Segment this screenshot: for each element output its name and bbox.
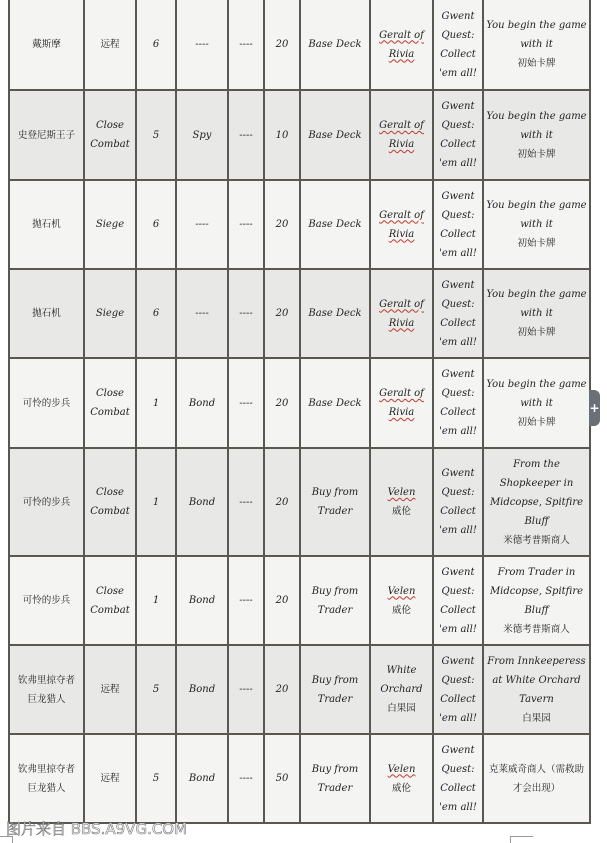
table-row bbox=[9, 556, 590, 645]
cell-source bbox=[300, 0, 370, 90]
cell-strength bbox=[136, 90, 176, 180]
strength-text: 1 bbox=[152, 397, 160, 409]
source-text: Buy from Trader bbox=[311, 763, 359, 794]
cell-region bbox=[370, 269, 433, 358]
cell-strength bbox=[136, 734, 176, 823]
extra-text: ---- bbox=[239, 496, 253, 508]
cell-quest bbox=[433, 645, 483, 734]
cell-location bbox=[483, 269, 590, 358]
cell-ability bbox=[176, 180, 228, 269]
card-name-text: 史登尼斯王子 bbox=[17, 129, 75, 141]
table-row bbox=[9, 180, 590, 269]
cell-row-type bbox=[84, 556, 136, 645]
extra-text: ---- bbox=[239, 39, 253, 50]
cell-location bbox=[483, 180, 590, 269]
region-text: Velen bbox=[387, 763, 416, 775]
expand-plus-button[interactable] bbox=[589, 390, 600, 426]
cell-strength bbox=[136, 556, 176, 645]
cell-row-type bbox=[84, 358, 136, 448]
cell-quest bbox=[433, 358, 483, 448]
cell-location bbox=[483, 448, 590, 556]
cell-location bbox=[483, 358, 590, 448]
source-text: Buy from Trader bbox=[311, 674, 359, 705]
cell-count bbox=[264, 90, 300, 180]
cell-location bbox=[483, 734, 590, 823]
row-type-text: Close Combat bbox=[90, 585, 130, 616]
strength-text: 6 bbox=[152, 39, 160, 50]
card-name-text: 钦弗里掠夺者 巨龙猎人 bbox=[17, 763, 75, 794]
location-text: You begin the game with it bbox=[486, 20, 587, 50]
cell-count bbox=[264, 734, 300, 823]
cell-card-name bbox=[9, 0, 84, 90]
row-type-text: Close Combat bbox=[90, 120, 130, 150]
source-text: Buy from Trader bbox=[311, 585, 359, 616]
cell-extra bbox=[228, 734, 264, 823]
cell-location bbox=[483, 645, 590, 734]
count-text: 20 bbox=[275, 397, 289, 409]
strength-text: 6 bbox=[152, 308, 160, 319]
count-text: 20 bbox=[275, 39, 289, 50]
table-row bbox=[9, 448, 590, 556]
count-text: 20 bbox=[275, 219, 289, 230]
location-text: You begin the game with it bbox=[486, 200, 587, 230]
row-type-text: Close Combat bbox=[90, 388, 130, 418]
cell-card-name bbox=[9, 180, 84, 269]
count-text: 20 bbox=[275, 308, 289, 319]
cell-location bbox=[483, 90, 590, 180]
cell-quest bbox=[433, 90, 483, 180]
location-text: From the Shopkeeper in Midcopse, Spitfire Bluff bbox=[489, 458, 584, 527]
quest-text: Gwent Quest: Collect 'em all! bbox=[439, 369, 477, 437]
source-text: Base Deck bbox=[308, 129, 362, 141]
region-text: Velen bbox=[387, 487, 416, 498]
cell-ability bbox=[176, 556, 228, 645]
cell-extra bbox=[228, 448, 264, 556]
row-type-text: Siege bbox=[95, 308, 125, 319]
plus-icon: + bbox=[589, 401, 600, 415]
cell-region bbox=[370, 734, 433, 823]
cell-quest bbox=[433, 448, 483, 556]
card-name-text: 抛石机 bbox=[32, 219, 61, 230]
region-cn-text: 威伦 bbox=[391, 506, 411, 517]
cell-location bbox=[483, 556, 590, 645]
cell-card-name bbox=[9, 90, 84, 180]
location-cn-text: 初始卡牌 bbox=[517, 58, 556, 69]
cell-source bbox=[300, 269, 370, 358]
card-name-text: 钦弗里掠夺者 巨龙猎人 bbox=[17, 674, 75, 705]
cell-region bbox=[370, 358, 433, 448]
location-cn-text: 初始卡牌 bbox=[517, 238, 556, 249]
cell-row-type bbox=[84, 180, 136, 269]
region-text: Velen bbox=[387, 585, 416, 597]
region-cn-text: 白果园 bbox=[387, 703, 416, 714]
location-text: From Innkeeperess at White Orchard Tavern bbox=[487, 655, 586, 705]
ability-text: Bond bbox=[188, 684, 216, 695]
cell-card-name bbox=[9, 645, 84, 734]
cell-extra bbox=[228, 0, 264, 90]
cell-quest bbox=[433, 734, 483, 823]
region-text: Geralt of Rivia bbox=[379, 298, 424, 329]
cell-count bbox=[264, 645, 300, 734]
cell-source bbox=[300, 180, 370, 269]
source-text: Base Deck bbox=[308, 397, 362, 409]
source-text: Buy from Trader bbox=[311, 487, 359, 517]
cell-count bbox=[264, 448, 300, 556]
ability-text: Bond bbox=[188, 496, 216, 508]
cell-region bbox=[370, 556, 433, 645]
location-cn-text: 初始卡牌 bbox=[517, 148, 556, 160]
source-text: Base Deck bbox=[308, 39, 362, 50]
location-cn-text: 白果园 bbox=[522, 712, 551, 724]
quest-text: Gwent Quest: Collect 'em all! bbox=[439, 190, 477, 259]
cell-extra bbox=[228, 556, 264, 645]
cell-card-name bbox=[9, 448, 84, 556]
extra-text: ---- bbox=[239, 129, 253, 141]
cell-count bbox=[264, 0, 300, 90]
region-cn-text: 威伦 bbox=[391, 604, 411, 616]
cell-ability bbox=[176, 90, 228, 180]
cell-extra bbox=[228, 645, 264, 734]
cell-row-type bbox=[84, 645, 136, 734]
source-text: Base Deck bbox=[308, 308, 362, 319]
cell-strength bbox=[136, 645, 176, 734]
row-type-text: Close Combat bbox=[90, 487, 130, 517]
count-text: 20 bbox=[275, 496, 289, 508]
cell-strength bbox=[136, 269, 176, 358]
location-text: You begin the game with it bbox=[486, 110, 587, 141]
card-name-text: 戴斯摩 bbox=[32, 39, 61, 50]
cell-region bbox=[370, 645, 433, 734]
gwent-card-table bbox=[8, 0, 591, 824]
strength-text: 1 bbox=[152, 496, 160, 508]
extra-text: ---- bbox=[239, 684, 253, 695]
region-text: Geralt of Rivia bbox=[379, 388, 424, 418]
cell-ability bbox=[176, 0, 228, 90]
cell-row-type bbox=[84, 734, 136, 823]
quest-text: Gwent Quest: Collect 'em all! bbox=[439, 279, 477, 348]
cell-ability bbox=[176, 358, 228, 448]
source-text: Base Deck bbox=[308, 219, 362, 230]
cell-ability bbox=[176, 269, 228, 358]
extra-text: ---- bbox=[239, 595, 253, 606]
cell-row-type bbox=[84, 448, 136, 556]
count-text: 20 bbox=[275, 595, 289, 606]
cell-count bbox=[264, 556, 300, 645]
cell-quest bbox=[433, 180, 483, 269]
row-type-text: Siege bbox=[95, 219, 125, 230]
location-text: From Trader in Midcopse, Spitfire Bluff bbox=[489, 566, 584, 616]
location-cn-text: 初始卡牌 bbox=[517, 416, 556, 428]
count-text: 10 bbox=[275, 129, 289, 141]
ability-text: ---- bbox=[195, 39, 209, 50]
row-type-text: 远程 bbox=[100, 39, 120, 50]
cell-ability bbox=[176, 734, 228, 823]
cell-source bbox=[300, 556, 370, 645]
cell-extra bbox=[228, 180, 264, 269]
cell-source bbox=[300, 448, 370, 556]
crop-corner-mark bbox=[510, 836, 533, 843]
cell-strength bbox=[136, 448, 176, 556]
strength-text: 5 bbox=[152, 129, 160, 141]
cell-region bbox=[370, 90, 433, 180]
cell-extra bbox=[228, 358, 264, 448]
cell-count bbox=[264, 269, 300, 358]
cell-strength bbox=[136, 358, 176, 448]
extra-text: ---- bbox=[239, 773, 253, 784]
cell-extra bbox=[228, 90, 264, 180]
extra-text: ---- bbox=[239, 308, 253, 319]
ability-text: Bond bbox=[188, 773, 216, 784]
quest-text: Gwent Quest: Collect 'em all! bbox=[439, 655, 477, 724]
cell-strength bbox=[136, 180, 176, 269]
cell-extra bbox=[228, 269, 264, 358]
extra-text: ---- bbox=[239, 397, 253, 409]
count-text: 50 bbox=[275, 773, 289, 784]
cell-card-name bbox=[9, 269, 84, 358]
cell-count bbox=[264, 180, 300, 269]
ability-text: Bond bbox=[188, 397, 216, 409]
cell-row-type bbox=[84, 0, 136, 90]
ability-text: Spy bbox=[192, 129, 212, 141]
row-type-text: 远程 bbox=[100, 773, 120, 784]
cell-source bbox=[300, 645, 370, 734]
table-row bbox=[9, 645, 590, 734]
cell-card-name bbox=[9, 556, 84, 645]
cell-strength bbox=[136, 0, 176, 90]
region-text: Geralt of Rivia bbox=[379, 29, 424, 60]
strength-text: 1 bbox=[152, 595, 160, 606]
cell-source bbox=[300, 358, 370, 448]
cell-card-name bbox=[9, 734, 84, 823]
card-name-text: 可怜的步兵 bbox=[22, 397, 71, 409]
region-text: White Orchard bbox=[380, 665, 423, 695]
region-text: Geralt of Rivia bbox=[379, 209, 424, 240]
cell-region bbox=[370, 0, 433, 90]
cell-quest bbox=[433, 556, 483, 645]
strength-text: 6 bbox=[152, 219, 160, 230]
table-row bbox=[9, 358, 590, 448]
watermark: 图片来自 BBS.A9VG.COM bbox=[6, 820, 188, 838]
card-name-text: 可怜的步兵 bbox=[22, 496, 71, 508]
quest-text: Gwent Quest: Collect 'em all! bbox=[439, 468, 477, 536]
ability-text: Bond bbox=[188, 595, 216, 606]
quest-text: Gwent Quest: Collect 'em all! bbox=[439, 566, 477, 635]
strength-text: 5 bbox=[152, 684, 160, 695]
count-text: 20 bbox=[275, 684, 289, 695]
location-cn-text: 初始卡牌 bbox=[517, 327, 556, 338]
strength-text: 5 bbox=[152, 773, 160, 784]
cell-source bbox=[300, 734, 370, 823]
cell-quest bbox=[433, 269, 483, 358]
ability-text: ---- bbox=[195, 219, 209, 230]
ability-text: ---- bbox=[195, 308, 209, 319]
cell-quest bbox=[433, 0, 483, 90]
cell-source bbox=[300, 90, 370, 180]
crop-corner-mark bbox=[0, 836, 13, 843]
location-cn-text: 米德考普斯商人 bbox=[503, 534, 570, 546]
location-text: You begin the game with it bbox=[486, 378, 587, 409]
cell-ability bbox=[176, 645, 228, 734]
quest-text: Gwent Quest: Collect 'em all! bbox=[439, 744, 477, 813]
region-text: Geralt of Rivia bbox=[379, 120, 424, 150]
row-type-text: 远程 bbox=[100, 684, 120, 695]
table-row bbox=[9, 269, 590, 358]
card-name-text: 抛石机 bbox=[32, 308, 61, 319]
cell-location bbox=[483, 0, 590, 90]
quest-text: Gwent Quest: Collect 'em all! bbox=[439, 10, 477, 79]
card-name-text: 可怜的步兵 bbox=[22, 595, 71, 606]
table-row bbox=[9, 90, 590, 180]
cell-ability bbox=[176, 448, 228, 556]
location-cn-text: 克莱威奇商人（需救助才会出现） bbox=[488, 763, 584, 794]
cell-row-type bbox=[84, 269, 136, 358]
cell-card-name bbox=[9, 358, 84, 448]
quest-text: Gwent Quest: Collect 'em all! bbox=[439, 101, 477, 169]
cell-count bbox=[264, 358, 300, 448]
location-cn-text: 米德考普斯商人 bbox=[503, 623, 570, 635]
location-text: You begin the game with it bbox=[486, 289, 587, 319]
extra-text: ---- bbox=[239, 219, 253, 230]
table-row bbox=[9, 0, 590, 90]
cell-region bbox=[370, 448, 433, 556]
cell-region bbox=[370, 180, 433, 269]
cell-row-type bbox=[84, 90, 136, 180]
region-cn-text: 威伦 bbox=[391, 782, 411, 794]
table-row bbox=[9, 734, 590, 823]
